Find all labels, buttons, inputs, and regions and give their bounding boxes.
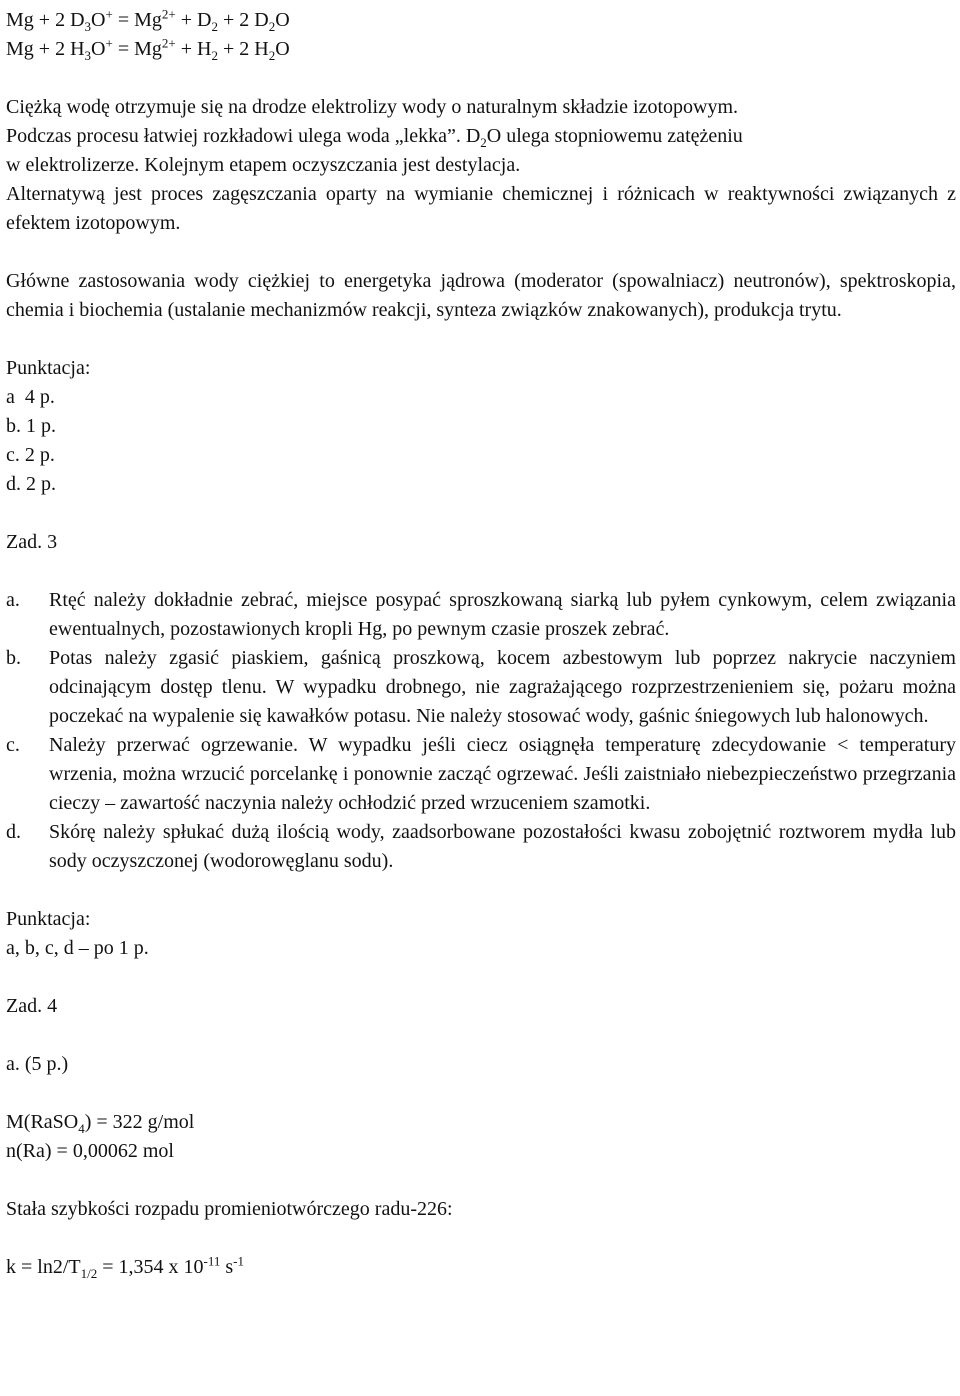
scoring2-heading: Punktacja: — [6, 908, 91, 930]
scoring-item: b. 1 p. — [6, 415, 56, 437]
task4-subpart: a. (5 p.) — [6, 1053, 69, 1075]
item-text: Należy przerwać ogrzewanie. W wypadku jeśli ciecz osiągnęła temperaturę zdecydowanie < temperatury wrzenia, można wrzucić porcelankę i ponownie zacząć ogrzewać. Jeśli zaistniało niebezpieczeństwo przegrzania cieczy – zawartość naczynia należy ochłodzić przed wrzuceniem szamotki. — [49, 734, 956, 814]
para-alternative: Alternatywą jest proces zagęszczania oparty na wymianie chemicznej i różnicach w reaktywności związanych z efektem izotopowym. — [6, 183, 956, 234]
task3-item-a — [6, 586, 956, 644]
task4-heading: Zad. 4 — [6, 995, 58, 1017]
item-label: d. — [6, 821, 21, 843]
equation-deuterium: Mg + 2 $D_3O^+ = Mg^{2+} + D_2 + 2$ $D_2O$ — [6, 6, 290, 34]
para-heavy-water-line2: Podczas procesu łatwiej rozkładowi ulega woda „lekka”. $D_2O$ ulega stopniowemu zatężeniu — [6, 125, 743, 150]
para-heavy-water-line1: Ciężką wodę otrzymuje się na drodze elektrolizy wody o naturalnym składzie izotopowym. — [6, 96, 739, 118]
equation-hydrogen: Mg + 2 $H_3O^+ = Mg^{2+} + H_2 + 2$ $H_2O$ — [6, 35, 290, 63]
para-applications: Główne zastosowania wody ciężkiej to energetyka jądrowa (moderator (spowalniacz) neutronów), spektroskopia, chemia i biochemia (ustalanie mechanizmów reakcji, synteza związków znakowanych), produkcja trytu. — [6, 270, 956, 321]
decay-constant-label: Stała szybkości rozpadu promieniotwórczego radu-226: — [6, 1198, 453, 1220]
item-label: c. — [6, 734, 20, 756]
task3-heading: Zad. 3 — [6, 531, 58, 553]
scoring2-text: a, b, c, d – po 1 p. — [6, 937, 149, 959]
item-text: Potas należy zgasić piaskiem, gaśnicą proszkową, kocem azbestowym lub poprzez nakrycie naczyniem odcinającym dostęp tlenu. W wypadku drobnego, nie zagrażającego rozprzestrzenieniem się, pożaru można poczekać na wypalenie się kawałków potasu. Nie należy stosować wody, gaśnic śniegowych lub halonowych. — [49, 647, 956, 727]
task3-item-d — [6, 818, 956, 876]
item-text: Skórę należy spłukać dużą ilością wody, zaadsorbowane pozostałości kwasu zobojętnić roztworem mydła lub sody oczyszczonej (wodorowęglanu sodu). — [49, 821, 956, 872]
molar-mass-line: M(RaSO$_4$) = 322 g/mol — [6, 1111, 195, 1136]
scoring-heading: Punktacja: — [6, 357, 91, 379]
document-page — [6, 6, 956, 1282]
task3-item-b — [6, 644, 956, 731]
scoring-item: d. 2 p. — [6, 473, 56, 495]
moles-line: n(Ra) = 0,00062 mol — [6, 1140, 174, 1162]
item-label: b. — [6, 647, 21, 669]
para-heavy-water-line3: w elektrolizerze. Kolejnym etapem oczyszczania jest destylacja. — [6, 154, 521, 176]
item-text: Rtęć należy dokładnie zebrać, miejsce posypać sproszkowaną siarką lub pyłem cynkowym, celem związania ewentualnych, pozostawionych kropli Hg, po pewnym czasie proszek zebrać. — [49, 589, 956, 640]
scoring-item: c. 2 p. — [6, 444, 55, 466]
task3-item-c — [6, 731, 956, 818]
decay-constant-formula: $k = \ln 2/T_{1/2} = 1,354$ x $10^{-11}$ $s^{-1}$ — [6, 1253, 245, 1281]
item-label: a. — [6, 589, 20, 611]
scoring-item: a 4 p. — [6, 386, 55, 408]
